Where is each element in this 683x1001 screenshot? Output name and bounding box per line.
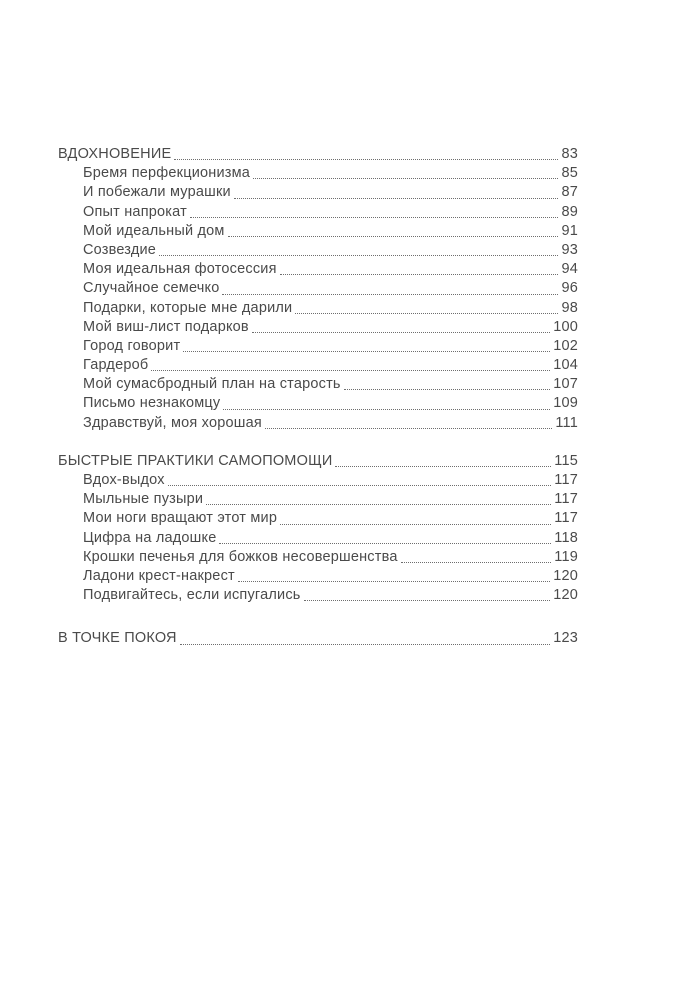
dotted-leader <box>280 524 551 525</box>
toc-entry-row <box>58 164 578 183</box>
dotted-leader <box>344 389 551 390</box>
toc-entry-row <box>58 183 578 202</box>
toc-entry-row <box>58 203 578 222</box>
toc-entry-title: Мой идеальный дом <box>83 222 225 239</box>
toc-entry-page-number: 98 <box>561 299 578 316</box>
toc-entry-title: Мой виш-лист подарков <box>83 318 249 335</box>
toc-entry-page-number: 117 <box>554 472 578 488</box>
toc-entry-page-number: 115 <box>554 452 578 469</box>
toc-entry-row <box>58 414 578 433</box>
dotted-leader <box>228 236 559 237</box>
toc-entry-row <box>58 490 578 509</box>
toc-entry-title: Опыт напрокат <box>83 203 187 220</box>
toc-entry-page-number: 100 <box>553 318 578 335</box>
toc-entry-title: Город говорит <box>83 337 181 354</box>
table-of-contents <box>58 145 578 649</box>
dotted-leader <box>252 332 550 333</box>
toc-entry-row <box>58 548 578 567</box>
toc-entry-page-number: 93 <box>561 241 578 258</box>
toc-entry-title: Цифра на ладошке <box>83 529 217 546</box>
toc-section <box>58 629 578 648</box>
toc-entry-page-number: 94 <box>561 261 578 278</box>
toc-entry-page-number: 102 <box>553 337 578 354</box>
toc-entry-page-number: 118 <box>554 529 578 546</box>
dotted-leader <box>180 644 551 645</box>
toc-entry-page-number: 83 <box>561 146 578 162</box>
toc-entry-row <box>58 279 578 298</box>
dotted-leader <box>151 370 550 371</box>
dotted-leader <box>401 562 552 563</box>
toc-entry-row <box>58 586 578 605</box>
toc-entry-page-number: 85 <box>561 165 578 182</box>
toc-section-heading-row <box>58 145 578 164</box>
toc-entry-title: ВДОХНОВЕНИЕ <box>58 146 172 162</box>
toc-entry-title: Подвигайтесь, если испугались <box>83 587 301 604</box>
toc-entry-page-number: 96 <box>561 280 578 297</box>
toc-entry-page-number: 111 <box>555 414 578 431</box>
toc-section <box>58 145 578 433</box>
toc-entry-page-number: 120 <box>553 587 578 604</box>
toc-entry-title: И побежали мурашки <box>83 184 231 201</box>
toc-section-heading-row <box>58 629 578 648</box>
toc-entry-page-number: 109 <box>553 395 578 412</box>
dotted-leader <box>335 466 551 467</box>
dotted-leader <box>190 217 559 218</box>
dotted-leader <box>168 485 552 486</box>
toc-entry-row <box>58 471 578 490</box>
toc-entry-row <box>58 260 578 279</box>
toc-entry-row <box>58 356 578 375</box>
toc-entry-title: Мыльные пузыри <box>83 491 204 508</box>
toc-entry-row <box>58 318 578 337</box>
dotted-leader <box>265 428 552 429</box>
toc-entry-row <box>58 529 578 548</box>
toc-entry-row <box>58 394 578 413</box>
dotted-leader <box>206 504 551 505</box>
toc-entry-row <box>58 509 578 528</box>
toc-entry-page-number: 123 <box>553 630 578 647</box>
toc-entry-page-number: 89 <box>561 203 578 220</box>
toc-entry-row <box>58 241 578 260</box>
toc-entry-title: Созвездие <box>83 241 157 258</box>
dotted-leader <box>223 409 550 410</box>
dotted-leader <box>280 274 559 275</box>
toc-entry-page-number: 117 <box>554 510 578 527</box>
toc-section-heading-row <box>58 452 578 471</box>
toc-entry-title: Подарки, которые мне дарили <box>83 299 293 316</box>
toc-entry-title: Мой сумасбродный план на старость <box>83 376 341 393</box>
toc-entry-title: Ладони крест-накрест <box>83 567 235 584</box>
toc-entry-page-number: 119 <box>554 548 578 565</box>
toc-entry-page-number: 120 <box>553 567 578 584</box>
toc-entry-page-number: 91 <box>561 222 578 239</box>
dotted-leader <box>304 600 551 601</box>
toc-entry-title: Мои ноги вращают этот мир <box>83 510 278 527</box>
toc-entry-title: Здравствуй, моя хорошая <box>83 414 262 431</box>
dotted-leader <box>253 178 558 179</box>
toc-entry-title: Случайное семечко <box>83 280 220 297</box>
toc-entry-row <box>58 299 578 318</box>
dotted-leader <box>219 543 551 544</box>
dotted-leader <box>183 351 550 352</box>
dotted-leader <box>174 159 558 160</box>
toc-entry-title: Гардероб <box>83 357 149 374</box>
toc-entry-title: Письмо незнакомцу <box>83 395 221 412</box>
toc-entry-row <box>58 375 578 394</box>
dotted-leader <box>222 294 558 295</box>
toc-entry-title: Бремя перфекционизма <box>83 165 251 182</box>
toc-entry-title: Крошки печенья для божков несовершенства <box>83 548 398 565</box>
dotted-leader <box>159 255 558 256</box>
toc-entry-page-number: 107 <box>553 376 578 393</box>
dotted-leader <box>295 313 558 314</box>
toc-entry-page-number: 117 <box>554 491 578 508</box>
toc-entry-row <box>58 337 578 356</box>
toc-entry-title: Моя идеальная фотосессия <box>83 261 277 278</box>
dotted-leader <box>238 581 550 582</box>
toc-entry-row <box>58 567 578 586</box>
toc-entry-title: В ТОЧКЕ ПОКОЯ <box>58 630 177 647</box>
dotted-leader <box>234 198 559 199</box>
toc-entry-row <box>58 222 578 241</box>
toc-entry-page-number: 87 <box>561 184 578 201</box>
toc-entry-title: БЫСТРЫЕ ПРАКТИКИ САМОПОМОЩИ <box>58 452 333 469</box>
toc-entry-page-number: 104 <box>553 357 578 374</box>
toc-entry-title: Вдох-выдох <box>83 472 165 488</box>
toc-section <box>58 452 578 606</box>
